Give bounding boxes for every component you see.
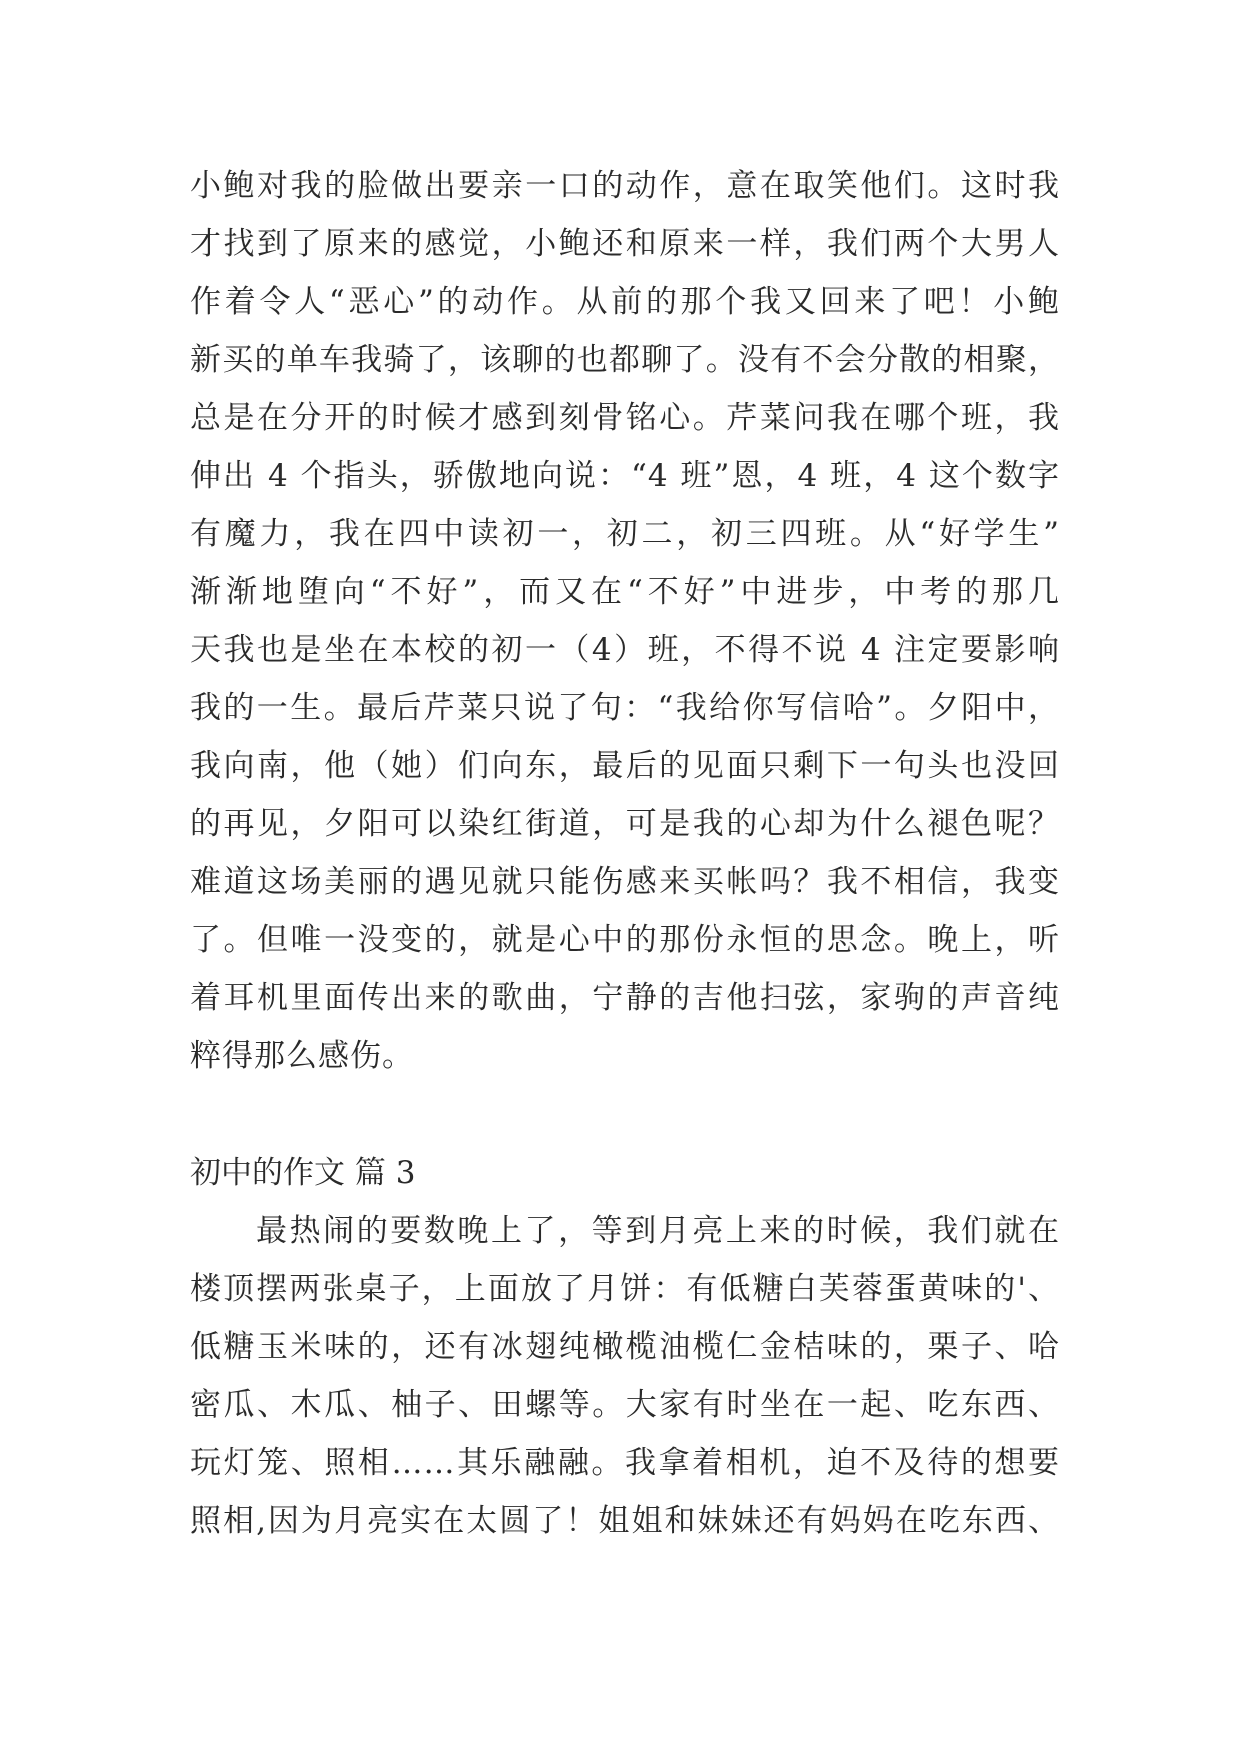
text-line: 密瓜、木瓜、柚子、田螺等。大家有时坐在一起、吃东西、 (190, 1387, 1060, 1423)
text-line: 伸出 4 个指头，骄傲地向说：“4 班”恩，4 班，4 这个数字 (190, 458, 1060, 494)
text-line: 天我也是坐在本校的初一（4）班，不得不说 4 注定要影响 (190, 632, 1060, 668)
text-line: 我的一生。最后芹菜只说了句：“我给你写信哈”。夕阳中， (190, 690, 1060, 726)
text-line: 新买的单车我骑了，该聊的也都聊了。没有不会分散的相聚， (190, 342, 1060, 378)
text-line: 玩灯笼、照相……其乐融融。我拿着相机，迫不及待的想要 (190, 1445, 1060, 1481)
text-line: 渐渐地堕向“不好”，而又在“不好”中进步，中考的那几 (190, 574, 1060, 610)
text-line: 最热闹的要数晚上了，等到月亮上来的时候，我们就在 (256, 1213, 1060, 1249)
text-line: 粹得那么感伤。 (190, 1038, 414, 1074)
text-line: 的再见，夕阳可以染红街道，可是我的心却为什么褪色呢？ (190, 806, 1060, 842)
text-line: 有魔力，我在四中读初一，初二，初三四班。从“好学生” (190, 516, 1060, 552)
essay-heading: 初中的作文 篇 3 (190, 1155, 416, 1191)
text-line: 小鲍对我的脸做出要亲一口的动作，意在取笑他们。这时我 (190, 168, 1060, 204)
text-line: 难道这场美丽的遇见就只能伤感来买帐吗？我不相信，我变 (190, 864, 1060, 900)
text-line: 着耳机里面传出来的歌曲，宁静的吉他扫弦，家驹的声音纯 (190, 980, 1060, 1016)
text-line: 才找到了原来的感觉，小鲍还和原来一样，我们两个大男人 (190, 226, 1060, 262)
essay-section-2-body (190, 157, 1060, 1085)
text-line: 了。但唯一没变的，就是心中的那份永恒的思念。晚上，听 (190, 922, 1060, 958)
text-line: 总是在分开的时候才感到刻骨铭心。芹菜问我在哪个班，我 (190, 400, 1060, 436)
text-line: 我向南，他（她）们向东，最后的见面只剩下一句头也没回 (190, 748, 1060, 784)
text-line: 楼顶摆两张桌子，上面放了月饼：有低糖白芙蓉蛋黄味的'、 (190, 1271, 1060, 1307)
text-line: 低糖玉米味的，还有冰翅纯橄榄油榄仁金桔味的，栗子、哈 (190, 1329, 1060, 1365)
essay-section-3-body (190, 1202, 1060, 1550)
text-line: 照相,因为月亮实在太圆了！姐姐和妹妹还有妈妈在吃东西、 (190, 1503, 1060, 1539)
text-line: 作着令人“恶心”的动作。从前的那个我又回来了吧！小鲍 (190, 284, 1060, 320)
